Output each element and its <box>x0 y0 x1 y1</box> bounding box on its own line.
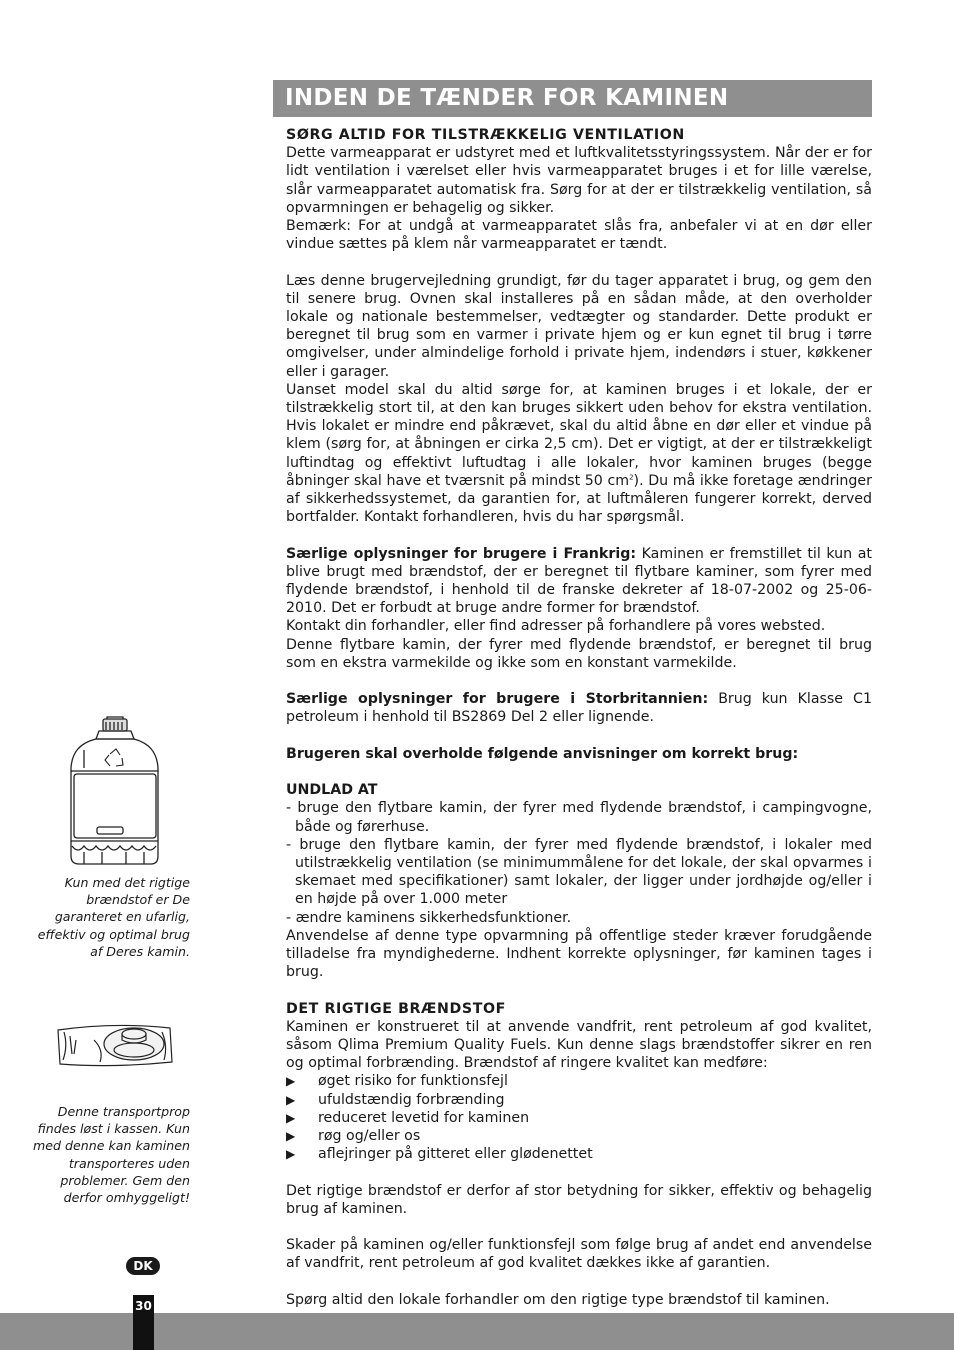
fuel-bullet <box>286 1109 872 1127</box>
france-text: Kaminen er fremstillet til kun at blive brugt med brændstof, der er beregnet til flytbare kaminer, som fyrer med flydende brændstof, i henhold til de franske dekreter af 18-07-2002 og 25-06-2010. Det er forbudt at bruge andre former for brændstof. <box>286 545 872 617</box>
room-size-paragraph <box>286 381 872 527</box>
transport-plug-illustration <box>54 1020 174 1070</box>
triangle-bullet-icon: ▶ <box>286 1074 296 1089</box>
fuel-caption: Kun med det rigtige brændstof er De garanteret en ufarlig, effektiv og optimal brug af Deres kamin. <box>37 875 190 959</box>
bullet-text: aflejringer på gitteret eller glødenettet <box>318 1146 593 1163</box>
fuel-bullet <box>286 1072 872 1090</box>
fuel-bullet <box>286 1091 872 1109</box>
fuel-intro: Kaminen er konstrueret til at anvende vandfrit, rent petroleum af god kvalitet, såsom Qlima Premium Quality Fuels. Kun denne slags brændstoffer sikrer en ren og optimal forbrænding. Brændstof af ringere kvalitet kan medføre: <box>286 1018 872 1072</box>
page-title: INDEN DE TÆNDER FOR KAMINEN <box>273 80 872 117</box>
superscript-2: 2 <box>629 473 634 482</box>
avoid-item: - bruge den flytbare kamin, der fyrer med flydende brændstof, i campingvogne, både og førerhuse. <box>286 800 872 835</box>
bullet-text: øget risiko for funktionsfejl <box>318 1073 508 1090</box>
fuel-bullet <box>286 1145 872 1163</box>
triangle-bullet-icon: ▶ <box>286 1092 296 1107</box>
ventilation-paragraph: Dette varmeapparat er udstyret med et luftkvalitetsstyringssystem. Når der er for lidt ventilation i værelset eller hvis varmeapparatet bruges i et for lille værelse, slår varmeapparatet automatisk fra. Sørg for at der er tilstrækkelig ventilation, så opvarmningen er behagelig og sikker. <box>286 145 872 216</box>
france-paragraph <box>286 545 872 618</box>
triangle-bullet-icon: ▶ <box>286 1129 296 1144</box>
france-note: Denne flytbare kamin, der fyrer med flydende brændstof, er beregnet til brug som en ekstra varmekilde og ikke som en konstant varmekilde. <box>286 636 872 671</box>
france-label: Særlige oplysninger for brugere i Frankrig: <box>286 545 637 562</box>
fuel-heading: DET RIGTIGE BRÆNDSTOF <box>286 1000 506 1017</box>
language-badge: DK <box>126 1257 160 1275</box>
avoid-item: - ændre kaminens sikkerhedsfunktioner. <box>286 909 572 926</box>
bullet-text: ufuldstændig forbrænding <box>318 1091 505 1108</box>
uk-paragraph <box>286 690 872 726</box>
bullet-text: røg og/eller os <box>318 1128 421 1145</box>
intro-paragraph: Læs denne brugervejledning grundigt, før du tager apparatet i brug, og gem den til senere brug. Ovnen skal installeres på en sådan måde, at den overholder lokale og nationale bestemmelser, vedtægter og standarder. Dette produkt er beregnet til brug som en varmer i private hjem og er kun egnet til brug i tørre omgivelser, under almindelige forhold i private hjem, indendørs i stuer, køkkener eller i garager. <box>286 272 872 380</box>
triangle-bullet-icon: ▶ <box>286 1147 296 1162</box>
room-size-text-a: Uanset model skal du altid sørge for, at kaminen bruges i et lokale, der er tilstrækkelig stort til, at den kan bruges sikkert uden behov for ekstra ventilation. Hvis lokalet er mindre end påkrævet, skal du altid åbne en dør eller et vindue på klem (sørg for, at åbningen er cirka 2,5 cm). Det er vigtigt, at der er tilstrækkeligt luftindtag og effektivt luftudtag i alle lokaler, hvor kaminen bruges (begge åbninger skal have et tværsnit på mindst 50 cm <box>286 381 872 489</box>
avoid-heading: UNDLAD AT <box>286 782 378 799</box>
usage-heading: Brugeren skal overholde følgende anvisninger om korrekt brug: <box>286 745 799 762</box>
fuel-bullet <box>286 1127 872 1145</box>
france-contact: Kontakt din forhandler, eller find adresser på forhandlere på vores websted. <box>286 618 826 635</box>
page-number: 30 <box>133 1295 154 1350</box>
transport-plug-caption: Denne transportprop findes løst i kassen. Kun med denne kan kaminen transporteres uden problemer. Gem den derfor omhyggeligt! <box>33 1104 190 1206</box>
fuel-canister-illustration <box>66 716 162 868</box>
main-content <box>286 126 872 1309</box>
fuel-warranty: Skader på kaminen og/eller funktionsfejl som følge brug af andet end anvendelse af vandfrit, rent petroleum af god kvalitet dækkes ikke af garantien. <box>286 1237 872 1272</box>
uk-label: Særlige oplysninger for brugere i Storbritannien: <box>286 691 709 708</box>
ventilation-note: Bemærk: For at undgå at varmeapparatet slås fra, anbefaler vi at en dør eller vindue sættes på klem når varmeapparatet er tændt. <box>286 218 872 253</box>
uk-text: Brug kun Klasse C1 petroleum i henhold til BS2869 Del 2 eller lignende. <box>286 691 872 726</box>
bullet-text: reduceret levetid for kaminen <box>318 1109 530 1126</box>
room-size-text-b: ). Du må ikke foretage ændringer af sikkerhedssystemet, da garantien for, at luftmåleren fungerer korrekt, derved bortfalder. Kontakt forhandleren, hvis du har spørgsmål. <box>286 472 872 526</box>
avoid-item: - bruge den flytbare kamin, der fyrer med flydende brændstof, i lokaler med utilstrækkelig ventilation (se minimummålene for det lokale, der skal opvarmes i skemaet med specifikationer) samt lokaler, der ligger under jordhøjde og/eller i en højde på over 1.000 meter <box>286 836 872 908</box>
ventilation-heading: SØRG ALTID FOR TILSTRÆKKELIG VENTILATION <box>286 127 685 143</box>
avoid-note: Anvendelse af denne type opvarmning på offentlige steder kræver forudgående tilladelse fra myndighederne. Indhent korrekte oplysninger, før kaminen tages i brug. <box>286 927 872 981</box>
triangle-bullet-icon: ▶ <box>286 1110 296 1125</box>
fuel-dealer-advice: Spørg altid den lokale forhandler om den rigtige type brændstof til kaminen. <box>286 1291 830 1308</box>
fuel-importance: Det rigtige brændstof er derfor af stor betydning for sikker, effektiv og behagelig brug af kaminen. <box>286 1182 872 1217</box>
